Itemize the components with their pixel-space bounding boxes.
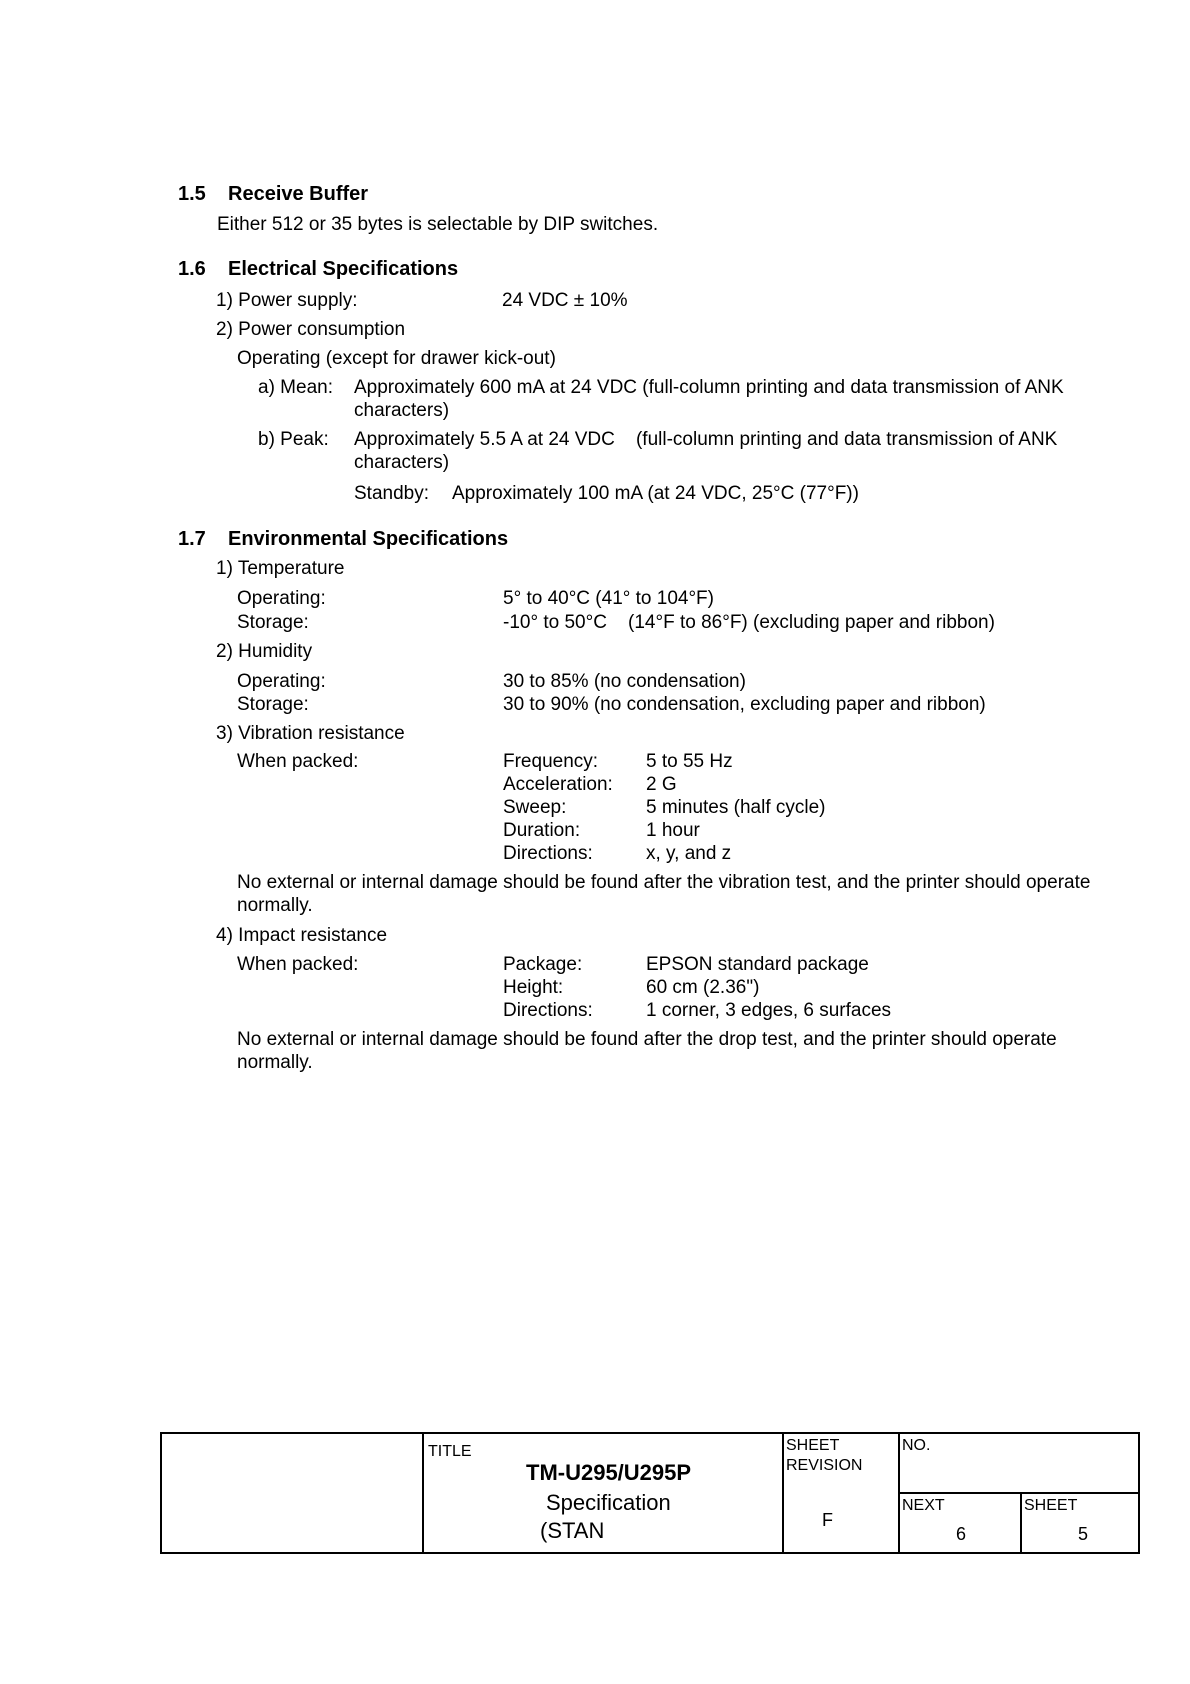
- model-name: TM-U295/U295P: [526, 1460, 692, 1485]
- vib-directions-value: x, y, and z: [646, 843, 732, 864]
- humidity-storage-value: 30 to 90% (no condensation, excluding paper and ribbon): [503, 694, 986, 715]
- operating-heading: Operating (except for drawer kick-out): [237, 348, 556, 369]
- sheet-number-cell: [1021, 1493, 1139, 1553]
- impact-directions-key: Directions:: [503, 1000, 593, 1021]
- sheet-revision-cell: [783, 1433, 899, 1553]
- vib-sweep-value: 5 minutes (half cycle): [646, 797, 826, 818]
- vibration-heading: 3) Vibration resistance: [216, 723, 405, 744]
- humidity-storage-label: Storage:: [237, 694, 309, 715]
- impact-package-value: EPSON standard package: [646, 954, 869, 975]
- section-1-5-number: 1.5: [178, 183, 206, 205]
- revision-label: REVISION: [786, 1457, 863, 1474]
- impact-note-line-1: No external or internal damage should be found after the drop test, and the printer should operate: [237, 1029, 1057, 1050]
- impact-height-key: Height:: [503, 977, 564, 998]
- vib-acceleration-key: Acceleration:: [503, 774, 613, 795]
- impact-height-value: 60 cm (2.36"): [646, 977, 760, 998]
- mean-value-line-2: characters): [354, 400, 450, 421]
- impact-note-line-2: normally.: [237, 1052, 313, 1073]
- next-label: NEXT: [902, 1497, 945, 1514]
- power-consumption-heading: 2) Power consumption: [216, 319, 406, 340]
- impact-heading: 4) Impact resistance: [216, 925, 388, 946]
- temperature-heading: 1) Temperature: [216, 558, 345, 579]
- impact-package-key: Package:: [503, 954, 583, 975]
- revision-value: F: [822, 1510, 833, 1530]
- section-1-7-number: 1.7: [178, 528, 206, 550]
- title-cell: [423, 1433, 783, 1553]
- vib-frequency-key: Frequency:: [503, 751, 599, 772]
- vib-sweep-key: Sweep:: [503, 797, 567, 818]
- receive-buffer-text: Either 512 or 35 bytes is selectable by DIP switches.: [217, 214, 659, 235]
- vib-acceleration-value: 2 G: [646, 774, 677, 795]
- standby-label: Standby:: [354, 483, 429, 504]
- stan-text: (STAN: [540, 1518, 605, 1543]
- vib-duration-key: Duration:: [503, 820, 581, 841]
- spec-text: Specification: [546, 1490, 671, 1515]
- title-block: [160, 1432, 1140, 1554]
- temp-storage-value: -10° to 50°C (14°F to 86°F) (excluding paper and ribbon): [503, 612, 995, 633]
- vibration-note-line-2: normally.: [237, 895, 313, 916]
- power-supply-label: 1) Power supply:: [216, 290, 358, 311]
- section-1-6-number: 1.6: [178, 258, 206, 280]
- section-1-6-title: Electrical Specifications: [228, 258, 459, 280]
- section-1-7-title: Environmental Specifications: [228, 528, 509, 550]
- humidity-operating-label: Operating:: [237, 671, 326, 692]
- title-block-blank-cell: [161, 1433, 423, 1553]
- peak-value-line-2: characters): [354, 452, 450, 473]
- vib-directions-key: Directions:: [503, 843, 593, 864]
- vibration-note-line-1: No external or internal damage should be found after the vibration test, and the printer should operate: [237, 872, 1091, 893]
- mean-label: a) Mean:: [258, 377, 333, 398]
- sheet-number-value: 5: [1078, 1524, 1089, 1544]
- vib-duration-value: 1 hour: [646, 820, 700, 841]
- humidity-heading: 2) Humidity: [216, 641, 313, 662]
- impact-directions-value: 1 corner, 3 edges, 6 surfaces: [646, 1000, 892, 1021]
- section-1-5-title: Receive Buffer: [228, 183, 369, 205]
- sheet-label: SHEET: [786, 1437, 840, 1454]
- peak-value-line-1: Approximately 5.5 A at 24 VDC (full-column printing and data transmission of ANK: [354, 429, 1058, 450]
- peak-label: b) Peak:: [258, 429, 329, 450]
- temp-operating-label: Operating:: [237, 588, 326, 609]
- humidity-operating-value: 30 to 85% (no condensation): [503, 671, 746, 692]
- next-value: 6: [956, 1524, 967, 1544]
- no-cell: [899, 1433, 1139, 1493]
- power-supply-value: 24 VDC ± 10%: [502, 290, 628, 311]
- next-cell: [899, 1493, 1021, 1553]
- vibration-packed-label: When packed:: [237, 751, 359, 772]
- no-label: NO.: [902, 1437, 931, 1454]
- sheet-number-label: SHEET: [1024, 1497, 1078, 1514]
- impact-packed-label: When packed:: [237, 954, 359, 975]
- vib-frequency-value: 5 to 55 Hz: [646, 751, 733, 772]
- standby-value: Approximately 100 mA (at 24 VDC, 25°C (77°F)): [452, 483, 859, 504]
- mean-value-line-1: Approximately 600 mA at 24 VDC (full-column printing and data transmission of ANK: [354, 377, 1064, 398]
- temp-operating-value: 5° to 40°C (41° to 104°F): [503, 588, 714, 609]
- title-label: TITLE: [428, 1443, 472, 1460]
- temp-storage-label: Storage:: [237, 612, 309, 633]
